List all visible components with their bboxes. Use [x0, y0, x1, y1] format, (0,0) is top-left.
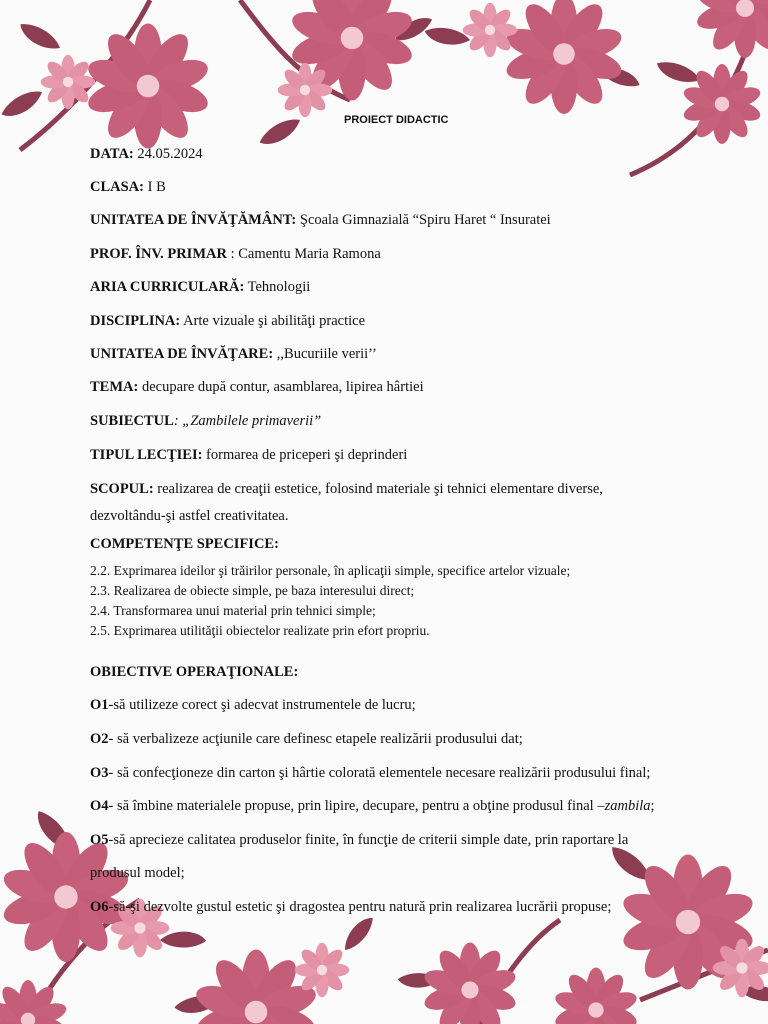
field-label: DISCIPLINA: [90, 313, 181, 329]
field-clasa [90, 179, 166, 196]
field-label: SUBIECTUL [90, 413, 174, 429]
field-label: DATA: [90, 146, 134, 162]
field-label: CLASA: [90, 179, 144, 195]
objective-code: O1 [90, 697, 109, 713]
competence-item: 2.4. Transformarea unui material prin tehnici simple; [90, 603, 376, 618]
objective-text: -să-şi dezvolte gustul estetic şi dragostea pentru natură prin realizarea lucrării propuse; [108, 899, 612, 915]
field-label: SCOPUL: [90, 481, 154, 497]
field-unitatea-invatare [90, 346, 377, 363]
objective-item [90, 798, 655, 815]
field-data [90, 146, 203, 163]
heading-text: COMPETENŢE SPECIFICE: [90, 536, 279, 552]
field-value: I B [143, 179, 166, 195]
field-value: decupare după contur, asamblarea, lipirea hârtiei [138, 379, 424, 395]
scope-continued: dezvoltându-şi astfel creativitatea. [90, 508, 289, 524]
field-label: ARIA CURRICULARĂ: [90, 279, 245, 295]
objective-continued: produsul model; [90, 865, 185, 881]
objective-code: O3 [90, 765, 109, 781]
objective-code: O6 [90, 899, 109, 915]
objective-code: O2 [90, 731, 109, 747]
competences-heading [90, 536, 279, 553]
objective-item [90, 731, 523, 748]
field-value: Tehnologii [244, 279, 311, 295]
objective-tail: ; [650, 798, 655, 814]
competence-item: 2.2. Exprimarea ideilor şi trăirilor personale, în aplicaţii simple, specifice artelor vizuale; [90, 563, 571, 578]
field-value: realizarea de creaţii estetice, folosind materiale şi tehnici elementare diverse, [153, 481, 603, 497]
objective-code: O5 [90, 832, 109, 848]
field-disciplina [90, 313, 365, 330]
objective-text: -să utilizeze corect şi adecvat instrumentele de lucru; [108, 697, 416, 713]
field-value: formarea de priceperi şi deprinderi [202, 447, 408, 463]
field-value: ,,Bucuriile verii’’ [273, 346, 377, 362]
objective-item [90, 765, 650, 782]
field-tema [90, 379, 424, 396]
field-scopul [90, 481, 603, 498]
field-value: : „Zambilele primaverii” [173, 413, 322, 429]
heading-text: OBIECTIVE OPERAŢIONALE: [90, 664, 299, 680]
objective-text: - să îmbine materialele propuse, prin lipire, decupare, pentru a obţine produsul final – [108, 798, 605, 814]
field-subiectul [90, 413, 321, 430]
field-value: Şcoala Gimnazială “Spiru Haret “ Insuratei [296, 212, 551, 228]
objectives-heading [90, 664, 298, 681]
objective-text: -să aprecieze calitatea produselor finite, în funcţie de criterii simple date, prin raportare la [108, 832, 629, 848]
field-label: TIPUL LECŢIEI: [90, 447, 203, 463]
field-label: PROF. ÎNV. PRIMAR [90, 246, 227, 262]
field-value: Arte vizuale şi abilităţi practice [180, 313, 366, 329]
field-label: TEMA: [90, 379, 139, 395]
field-profesor [90, 246, 381, 263]
objective-text: - să confecţioneze din carton şi hârtie colorată elementele necesare realizării produsului final; [108, 765, 651, 781]
objective-item [90, 899, 611, 916]
objective-item [90, 832, 628, 849]
competence-item: 2.5. Exprimarea utilităţii obiectelor realizate prin efort propriu. [90, 623, 430, 638]
objective-item [90, 697, 416, 714]
objective-code: O4 [90, 798, 109, 814]
field-label: UNITATEA DE ÎNVĂŢARE: [90, 346, 274, 362]
objective-text: - să verbalizeze acţiunile care definesc etapele realizării produsului dat; [108, 731, 523, 747]
field-value: 24.05.2024 [133, 146, 203, 162]
field-unitatea-invatamant [90, 212, 551, 229]
field-aria-curriculara [90, 279, 310, 296]
competence-item: 2.3. Realizarea de obiecte simple, pe baza interesului direct; [90, 583, 415, 598]
objective-emphasis: zambila [604, 798, 651, 814]
document-title: PROIECT DIDACTIC [344, 114, 449, 126]
field-label: UNITATEA DE ÎNVĂŢĂMÂNT: [90, 212, 297, 228]
field-tipul-lectiei [90, 447, 407, 464]
field-value: : Camentu Maria Ramona [226, 246, 381, 262]
